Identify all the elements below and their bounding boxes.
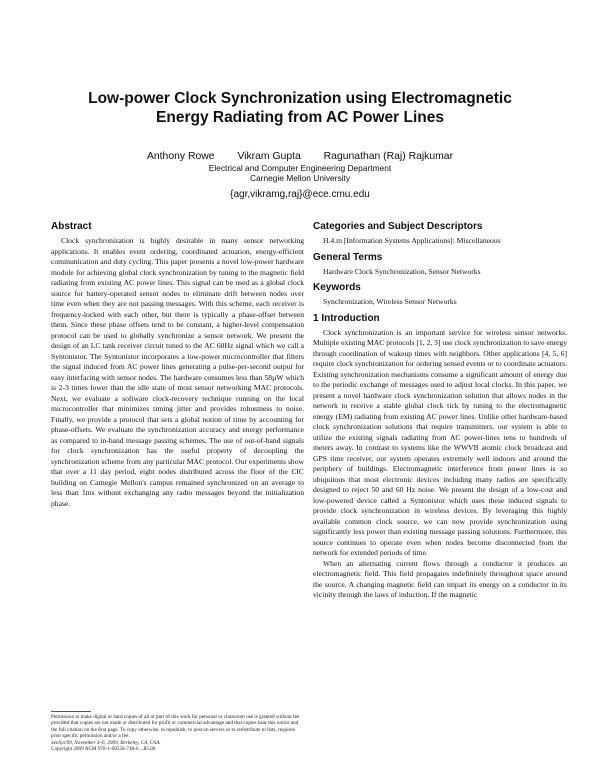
permission-notice	[51, 714, 304, 752]
author-names	[0, 151, 600, 163]
author-email: {agr,vikramg,raj}@ece.cmu.edu	[230, 189, 370, 200]
keywords-heading: Keywords	[313, 282, 361, 293]
intro-paragraph-2: When an alternating current flows through a conductor it produces an electromagnetic field. This field propagates indefinitely throughout space around the source. A changing magnetic field can impart its energy on a conductor in its vicinity through the laws of induction. If the magnetic	[313, 558, 567, 599]
author-3: Ragunathan (Raj) Rajkumar	[323, 151, 454, 162]
general-terms-text: Hardware Clock Synchronization, Sensor Networks	[323, 266, 481, 276]
author-1: Anthony Rowe	[146, 151, 215, 162]
keywords-text: Synchronization, Wireless Sensor Networks	[323, 297, 457, 306]
title-line-2: Energy Radiating from AC Power Lines	[156, 109, 444, 126]
author-block	[0, 151, 600, 201]
categories-text: H.4.m [Information Systems Applications]: Miscellaneous	[323, 236, 501, 245]
permission-text: Permission to make digital or hard copies of all or part of this work for personal or classroom use is granted without fee provided that copies are not made or distributed for profit or commercial advantage and that copies bear this notice and the full citation on the first page. To copy otherwise, to republish, to post on servers or to redistribute to lists, requires prior specific permission and/or a fee.	[51, 714, 300, 740]
left-column	[51, 220, 304, 509]
footnote-rule	[51, 711, 91, 712]
intro-paragraph-1: Clock synchronization is an important service for wireless sensor networks. Multiple existing MAC protocols [1, 2, 3] use clock synchronization to save energy through coordination of wakeup times with neighbors. Other applications [4, 5, 6] require clock synchronization for ordering sensed events or to coordinate actuators. Existing synchronization mechanisms consume a significant amount of energy due to the periodic exchange of messages used to adjust local clocks. In this paper, we present a novel hardware clock synchronization solution that allows nodes in the network to receive a stable global clock tick by tuning to the electromagnetic energy (EM) radiating from existing AC power lines. Unlike other hardware-based clock synchronization solutions that require transmitters, our system is able to utilize the existing signals radiating from AC power-lines tens to hundreds of meters away. In contrast to systems like the WWVB atomic clock broadcast and GPS time receiver, our system operates extremely well indoors and around the periphery of buildings. Electromagnetic interference from power lines is so ubiquitous that most electronic devices including many radios are specifically designed to reject 50 and 60 Hz noise. We present the design of a low-cost and low-powered device called a Syntonistor which uses these induced signals to provide clock synchronization in wireless devices. By leveraging this highly available common clock source, we can now provide synchronization using significantly less power than existing message passing solutions. Furthermore, this source continues to operate even when nodes become disconnected from the network for extended periods of time.	[313, 327, 567, 557]
general-terms-heading: General Terms	[313, 251, 383, 263]
abstract-heading: Abstract	[51, 221, 92, 232]
abstract-text: Clock synchronization is highly desirable in many sensor networking applications. It enables event ordering, coordinated actuation, energy-efficient communication and duty cycling. This paper presents a novel low-power hardware module for achieving global clock synchronization by tuning to the magnetic field radiating from existing AC power lines. This signal can be used as a global clock source for battery-operated sensor nodes to eliminate drift between nodes over time even when they are not passing messages. With this scheme, each receiver is frequency-locked with each other, but there is typically a phase-offset between them. Since these phase offsets tend to be constant, a higher-level compensation protocol can be used to globally synchronize a sensor network. We present the design of an LC tank receiver circuit tuned to the AC 60Hz signal which we call a Syntonistor. The Syntonistor incorporates a low-power microcontroller that filters the signal induced from AC power lines generating a pulse-per-second output for easy interfacing with sensor nodes. The hardware consumes less than 58µW which is 2-3 times lower than the idle state of most sensor networking MAC protocols. Next, we evaluate a software clock-recovery technique running on the local microcontroller that minimizes timing jitter and provides robustness to noise. Finally, we provide a protocol that sets a global notion of time by accounting for phase-offsets. We evaluate the synchronization accuracy and energy performance as compared to in-band message passing schemes. The use of out-of-band signals for clock synchronization has the useful property of decoupling the synchronization scheme from any particular MAC protocol. Our experiments show that over a 11 day period, eight nodes distributed across the floor of the CIC building on Carnegie Mellon's campus remained synchronized on an average to less than 1ms without exchanging any radio messages beyond the initialization phase.	[51, 236, 304, 508]
affiliation-2: Carnegie Mellon University	[249, 173, 351, 183]
introduction-heading: 1 Introduction	[313, 312, 380, 324]
copyright-line: Copyright 2009 ACM 978-1-60558-748-6 ...$5.00	[51, 746, 156, 753]
title-line-1: Low-power Clock Synchronization using Electromagnetic	[88, 90, 512, 107]
paper-title	[0, 89, 600, 127]
categories-heading: Categories and Subject Descriptors	[313, 221, 483, 232]
affiliation-1: Electrical and Computer Engineering Department	[208, 163, 392, 173]
author-2: Vikram Gupta	[237, 151, 301, 162]
right-column	[313, 220, 567, 601]
conference-info: SenSys'09, November 4–6, 2009, Berkeley, CA, USA.	[51, 739, 161, 746]
